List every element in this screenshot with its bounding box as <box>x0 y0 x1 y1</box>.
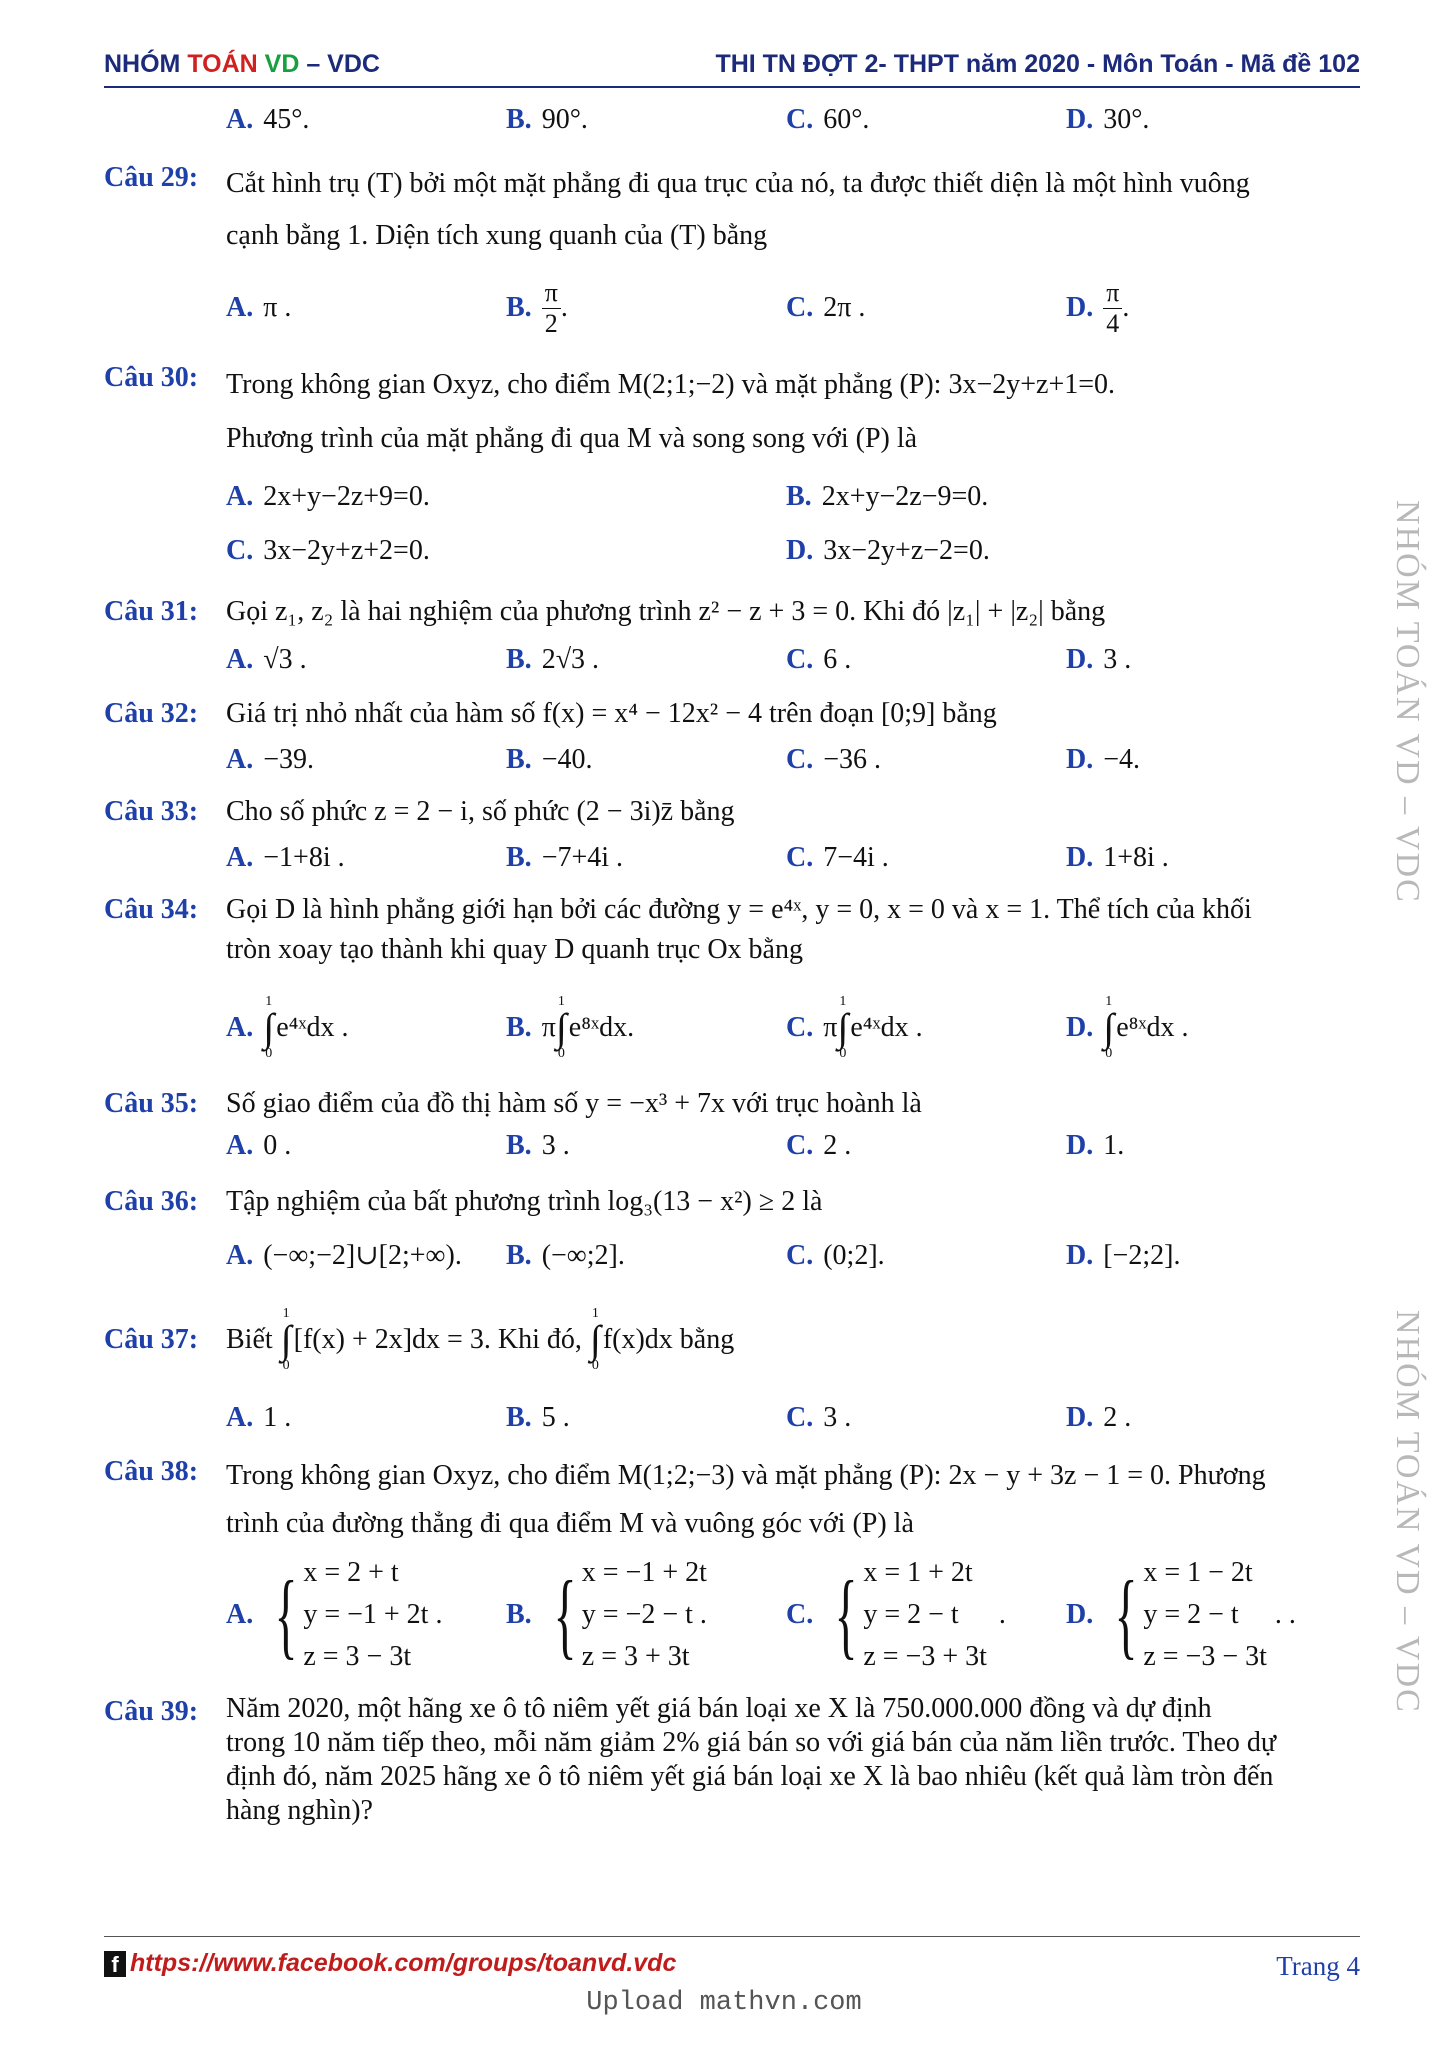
question-label: Câu 37: <box>104 1324 199 1355</box>
option-c[interactable]: C. π 1 ∫ 0 e⁴ˣdx . <box>786 994 923 1061</box>
option-b[interactable]: B. 90°. <box>506 104 588 135</box>
option-d[interactable]: D. 1. <box>1066 1130 1125 1161</box>
option-d[interactable]: D. −4. <box>1066 744 1141 775</box>
option-d[interactable]: D. 2 . <box>1066 1402 1132 1433</box>
question-37 <box>104 1292 1360 1440</box>
question-label: Câu 31: <box>104 596 199 627</box>
option-a[interactable]: A. −39. <box>226 744 315 775</box>
facebook-icon: f <box>104 1951 126 1977</box>
question-36 <box>104 1182 1360 1278</box>
question-33 <box>104 792 1360 880</box>
option-d[interactable]: D. 3 . <box>1066 644 1132 675</box>
option-d[interactable]: D. 1 ∫ 0 e⁸ˣdx . <box>1066 994 1189 1061</box>
option-c[interactable]: C. 7−4i . <box>786 842 889 873</box>
equation-system: { x = 1 + 2t y = 2 − t z = −3 + 3t <box>834 1557 987 1672</box>
question-label: Câu 35: <box>104 1088 199 1119</box>
option-d[interactable]: D. 1+8i . <box>1066 842 1169 873</box>
page-number: Trang 4 <box>1276 1951 1360 1981</box>
option-a[interactable]: A. 0 . <box>226 1130 292 1161</box>
integral-sign: 1 ∫ 0 <box>555 994 567 1061</box>
question-stem: Giá trị nhỏ nhất của hàm số f(x) = x⁴ − 12x² − 4 trên đoạn [0;9] bằng <box>226 698 997 729</box>
question-stem: Trong không gian Oxyz, cho điểm M(1;2;−3) và mặt phẳng (P): 2x − y + 3z − 1 = 0. Phương trình của đường thẳng đi qua điểm M và vuông góc với (P) là <box>226 1460 1266 1539</box>
option-d[interactable]: D. 30°. <box>1066 104 1150 135</box>
option-b[interactable]: B. (−∞;2]. <box>506 1240 625 1271</box>
question-label: Câu 34: <box>104 894 199 925</box>
equation-system: { x = 2 + t y = −1 + 2t . z = 3 − 3t <box>274 1557 443 1672</box>
option-a[interactable]: A. π . <box>226 292 292 323</box>
option-a[interactable]: A. 1 . <box>226 1402 292 1433</box>
option-c[interactable]: C. { x = 1 + 2t y = 2 − t z = −3 + 3t . <box>786 1552 1066 1678</box>
question-stem: Số giao điểm của đồ thị hàm số y = −x³ + 7x với trục hoành là <box>226 1088 922 1119</box>
option-b[interactable]: B. $\frac{\pi}{2}$ . <box>506 277 568 338</box>
option-c[interactable]: C. 6 . <box>786 644 852 675</box>
option-d[interactable]: D. [−2;2]. <box>1066 1240 1181 1271</box>
question-stem: Cắt hình trụ (T) bởi một mặt phẳng đi qua trục của nó, ta được thiết diện là một hình vuông cạnh bằng 1. Diện tích xung quanh của (T) bằng <box>226 168 1250 251</box>
watermark-top: NHÓM TOÁN VD – VDC <box>1389 500 1426 904</box>
question-29 <box>104 158 1360 346</box>
integral-sign: 1 ∫ 0 <box>280 1306 292 1373</box>
document-body <box>104 98 1360 1828</box>
option-a[interactable]: A. 45°. <box>226 104 310 135</box>
option-b[interactable]: B. −7+4i . <box>506 842 624 873</box>
question-31 <box>104 592 1360 682</box>
integral-sign: 1 ∫ 0 <box>1103 994 1115 1061</box>
equation-system: { x = −1 + 2t y = −2 − t . z = 3 + 3t <box>553 1557 707 1672</box>
question-label: Câu 30: <box>104 362 199 393</box>
question-32 <box>104 694 1360 782</box>
option-a[interactable]: A. 1 ∫ 0 e⁴ˣdx . <box>226 994 349 1061</box>
option-b[interactable]: B. 5 . <box>506 1402 570 1433</box>
option-a[interactable]: A. 2x+y−2z+9=0. <box>226 481 430 512</box>
question-34 <box>104 890 1360 1076</box>
group-name: NHÓM TOÁN VD – VDC <box>104 50 380 78</box>
question-label: Câu 36: <box>104 1186 199 1217</box>
question-stem: Tập nghiệm của bất phương trình log₃(13 − x²) ≥ 2 là <box>226 1186 823 1217</box>
option-c[interactable]: C. 3 . <box>786 1402 852 1433</box>
integral-sign: 1 ∫ 0 <box>837 994 849 1061</box>
option-a[interactable]: A. √3 . <box>226 644 307 675</box>
watermark-bottom: NHÓM TOÁN VD – VDC <box>1389 1310 1426 1714</box>
option-a[interactable]: A. −1+8i . <box>226 842 345 873</box>
option-c[interactable]: C. (0;2]. <box>786 1240 885 1271</box>
facebook-link[interactable] <box>104 1949 676 1978</box>
option-b[interactable]: B. 2x+y−2z−9=0. <box>786 481 989 512</box>
page-footer <box>104 1936 1360 1987</box>
question-38 <box>104 1452 1360 1678</box>
question-stem: Trong không gian Oxyz, cho điểm M(2;1;−2) và mặt phẳng (P): 3x−2y+z+1=0. Phương trình của mặt phẳng đi qua M và song song với (P) là <box>226 369 1116 454</box>
question-stem: Biết 1 ∫ 0 [f(x) + 2x]dx = 3. Khi đó, 1 ∫ 0 f(x)dx bằng <box>226 1306 735 1373</box>
option-b[interactable]: B. { x = −1 + 2t y = −2 − t . z = 3 + 3t <box>506 1552 786 1678</box>
question-stem: Cho số phức z = 2 − i, số phức (2 − 3i)z̄ bằng <box>226 796 735 827</box>
upload-credit: Upload mathvn.com <box>586 1988 862 2018</box>
question-35 <box>104 1084 1360 1168</box>
question-stem: Gọi D là hình phẳng giới hạn bởi các đường y = e⁴ˣ, y = 0, x = 0 và x = 1. Thể tích của khối tròn xoay tạo thành khi quay D quanh trục Ox bằng <box>226 894 1252 965</box>
equation-system: { x = 1 − 2t y = 2 − t z = −3 − 3t <box>1114 1557 1267 1672</box>
integral-sign: 1 ∫ 0 <box>263 994 275 1061</box>
question-label: Câu 32: <box>104 698 199 729</box>
option-b[interactable]: B. π 1 ∫ 0 e⁸ˣdx. <box>506 994 635 1061</box>
option-b[interactable]: B. −40. <box>506 744 593 775</box>
facebook-url[interactable]: https://www.facebook.com/groups/toanvd.vdc <box>130 1949 677 1977</box>
option-b[interactable]: B. 2√3 . <box>506 644 600 675</box>
question-39 <box>104 1692 1360 1828</box>
option-d[interactable]: D. 3x−2y+z−2=0. <box>786 535 990 566</box>
question-stem: Năm 2020, một hãng xe ô tô niêm yết giá bán loại xe X là 750.000.000 đồng và dự định trong 10 năm tiếp theo, mỗi năm giảm 2% giá bán so với giá bán của năm liền trước. Theo dự định đó, năm 2025 hãng xe ô tô niêm yết giá bán loại xe X là bao nhiêu (kết quả làm tròn đến hàng nghìn)? <box>226 1693 1277 1826</box>
option-b[interactable]: B. 3 . <box>506 1130 570 1161</box>
option-c[interactable]: C. 2π . <box>786 292 866 323</box>
page-header <box>104 50 1360 88</box>
question-stem: Gọi z₁, z₂ là hai nghiệm của phương trình z² − z + 3 = 0. Khi đó |z₁| + |z₂| bằng <box>226 596 1106 627</box>
question-label: Câu 33: <box>104 796 199 827</box>
option-c[interactable]: C. 2 . <box>786 1130 852 1161</box>
option-c[interactable]: C. 60°. <box>786 104 870 135</box>
question-label: Câu 39: <box>104 1696 199 1727</box>
question-label: Câu 38: <box>104 1456 199 1487</box>
question-28-options <box>104 98 1360 142</box>
integral-sign: 1 ∫ 0 <box>589 1306 601 1373</box>
option-c[interactable]: C. −36 . <box>786 744 882 775</box>
question-label: Câu 29: <box>104 162 199 193</box>
option-c[interactable]: C. 3x−2y+z+2=0. <box>226 535 430 566</box>
option-a[interactable]: A. { x = 2 + t y = −1 + 2t . z = 3 − 3t <box>226 1552 506 1678</box>
option-a[interactable]: A. (−∞;−2]∪[2;+∞). <box>226 1240 462 1271</box>
option-d[interactable]: D. $\frac{\pi}{4}$ . <box>1066 277 1130 338</box>
question-30 <box>104 358 1360 578</box>
option-d[interactable]: D. { x = 1 − 2t y = 2 − t z = −3 − 3t . . <box>1066 1552 1346 1678</box>
exam-title: THI TN ĐỢT 2- THPT năm 2020 - Môn Toán - Mã đề 102 <box>715 50 1360 78</box>
